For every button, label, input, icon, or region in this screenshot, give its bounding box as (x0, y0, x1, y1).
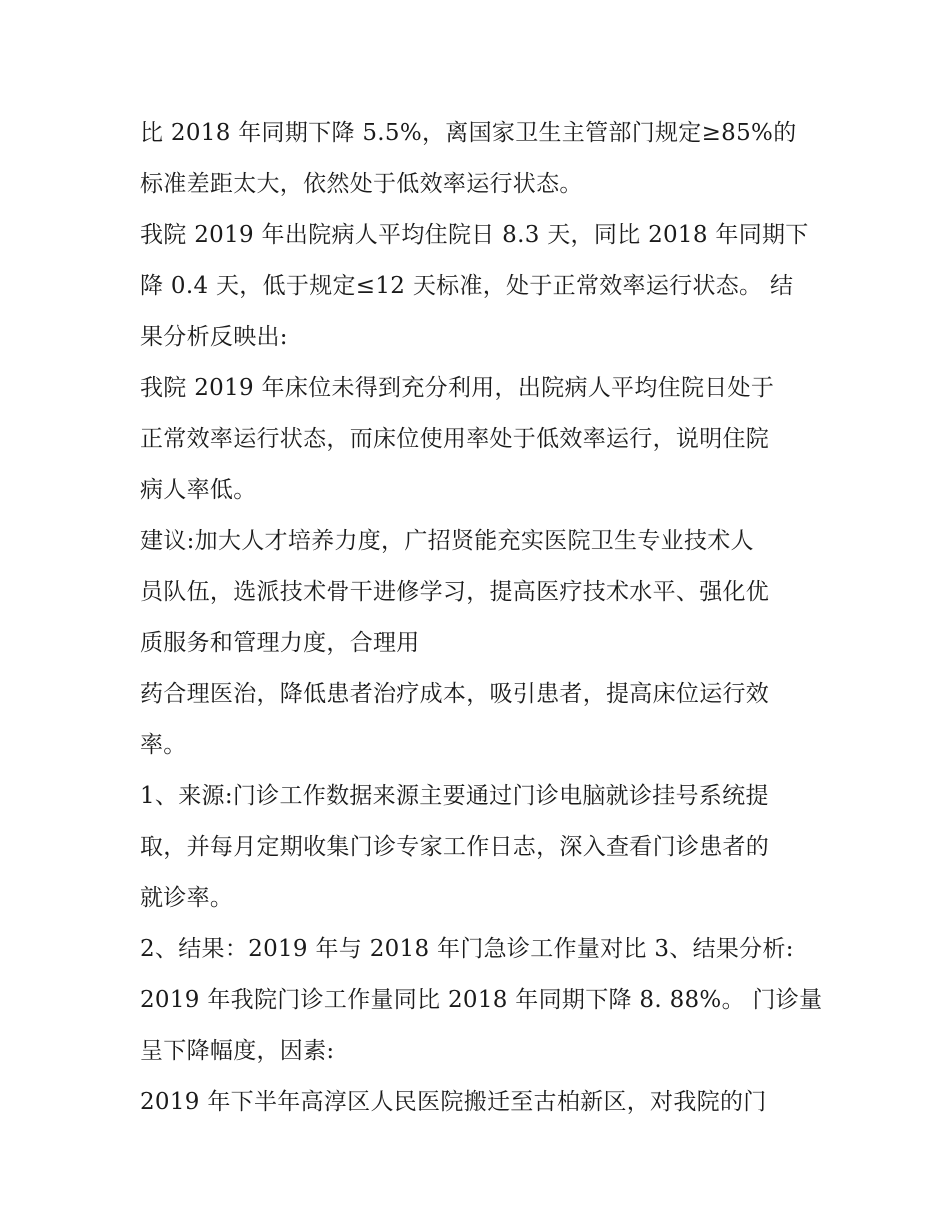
text-line: 我院 2019 年出院病人平均住院日 8.3 天，同比 2018 年同期下 (140, 222, 809, 248)
text-line: 2019 年我院门诊工作量同比 2018 年同期下降 8. 88%。 门诊量 (140, 987, 823, 1013)
text-line: 质服务和管理力度，合理用 (140, 630, 420, 656)
text-line: 正常效率运行状态，而床位使用率处于低效率运行，说明住院 (140, 426, 770, 452)
text-line: 标准差距太大，依然处于低效率运行状态。 (140, 171, 583, 197)
text-line: 1、来源:门诊工作数据来源主要通过门诊电脑就诊挂号系统提 (140, 783, 769, 809)
text-line: 降 0.4 天，低于规定≤12 天标准，处于正常效率运行状态。 结 (140, 273, 794, 299)
text-line: 2、结果：2019 年与 2018 年门急诊工作量对比 3、结果分析: (140, 936, 794, 962)
text-line: 病人率低。 (140, 477, 257, 503)
text-line: 就诊率。 (140, 885, 234, 911)
text-line: 员队伍，选派技术骨干进修学习，提高医疗技术水平、强化优 (140, 579, 770, 605)
text-line: 我院 2019 年床位未得到充分利用，出院病人平均住院日处于 (140, 375, 775, 401)
text-line: 取，并每月定期收集门诊专家工作日志，深入查看门诊患者的 (140, 834, 770, 860)
text-line: 药合理医治，降低患者治疗成本，吸引患者，提高床位运行效 (140, 681, 770, 707)
text-line: 2019 年下半年高淳区人民医院搬迁至古柏新区，对我院的门 (140, 1089, 767, 1115)
text-line: 呈下降幅度，因素: (140, 1038, 335, 1064)
text-line: 建议:加大人才培养力度，广招贤能充实医院卫生专业技术人 (140, 528, 754, 554)
text-line: 比 2018 年同期下降 5.5%，离国家卫生主管部门规定≥85%的 (140, 120, 797, 146)
text-line: 率。 (140, 732, 187, 758)
text-line: 果分析反映出: (140, 324, 288, 350)
document-body (140, 108, 830, 1128)
